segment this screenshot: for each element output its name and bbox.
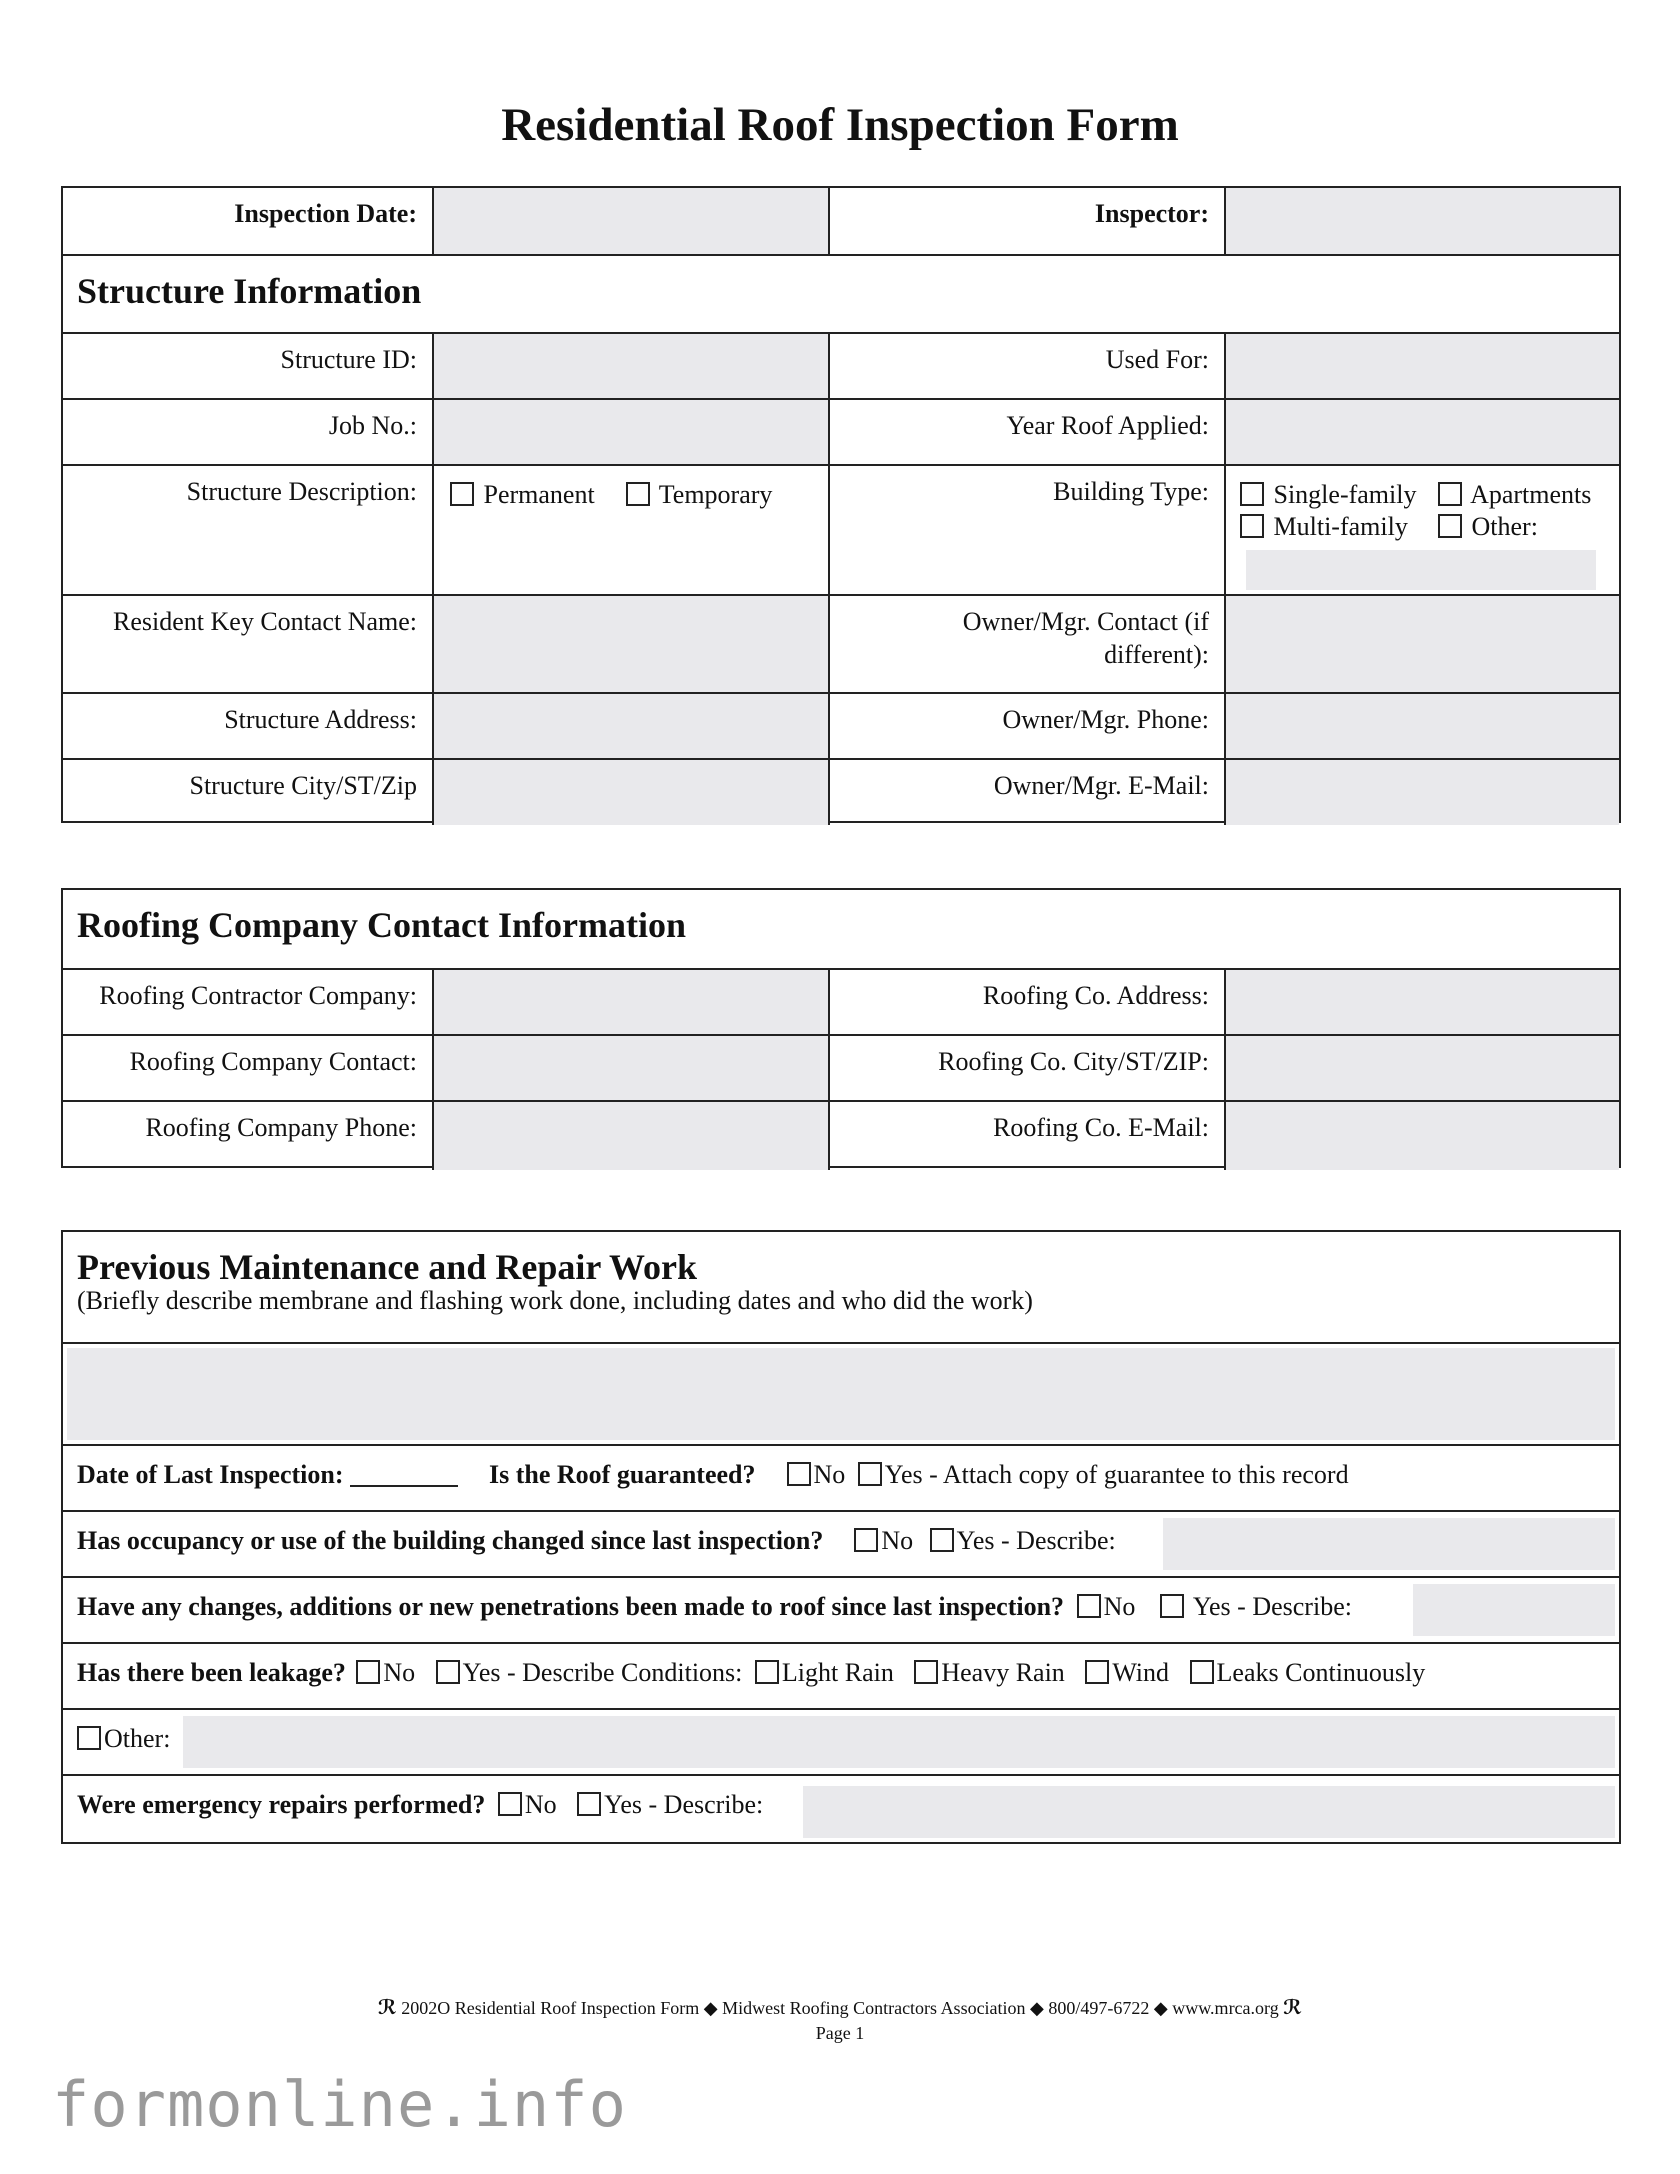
inspection-date-label: Inspection Date: (234, 199, 417, 228)
inspection-row (63, 188, 1619, 254)
owner-contact-field[interactable] (1224, 596, 1619, 692)
inspector-label: Inspector: (828, 188, 1224, 254)
contractor-label: Roofing Contractor Company: (99, 981, 417, 1010)
maintenance-description-field[interactable] (67, 1348, 1615, 1440)
co-city-field[interactable] (1224, 1036, 1619, 1100)
co-email-field[interactable] (1224, 1102, 1619, 1170)
company-row-1 (63, 968, 1619, 1034)
multi-family-label: Multi-family (1273, 512, 1408, 541)
owner-email-label: Owner/Mgr. E-Mail: (828, 760, 1224, 825)
owner-contact-label: Owner/Mgr. Contact (if different): (828, 596, 1224, 692)
maintenance-heading: Previous Maintenance and Repair Work (77, 1247, 698, 1287)
resident-contact-field[interactable] (432, 596, 828, 692)
guaranteed-no-checkbox[interactable] (787, 1462, 811, 1486)
structure-heading: Structure Information (77, 271, 422, 311)
structure-city-label: Structure City/ST/Zip (189, 771, 417, 800)
job-no-row (63, 398, 1619, 464)
inspector-field[interactable] (1224, 188, 1619, 254)
leakage-no-label: No (383, 1658, 416, 1687)
occupancy-describe-field[interactable] (1163, 1518, 1615, 1570)
last-inspection-row (63, 1444, 1619, 1510)
owner-phone-field[interactable] (1224, 694, 1619, 758)
city-row (63, 758, 1619, 825)
emergency-no-checkbox[interactable] (498, 1792, 522, 1816)
other-leak-field[interactable] (183, 1716, 1615, 1768)
temporary-checkbox[interactable] (626, 482, 650, 506)
changes-row (63, 1576, 1619, 1642)
emergency-describe-field[interactable] (803, 1786, 1615, 1838)
temporary-label: Temporary (658, 480, 773, 509)
maintenance-subheading: (Briefly describe membrane and flashing work done, including dates and who did the work) (77, 1286, 1033, 1315)
changes-yes-label: Yes - Describe: (1192, 1592, 1352, 1621)
apartments-label: Apartments (1470, 480, 1592, 509)
year-roof-field[interactable] (1224, 400, 1619, 464)
last-inspection-label: Date of Last Inspection: (77, 1460, 344, 1489)
leaks-continuously-label: Leaks Continuously (1216, 1658, 1426, 1687)
job-no-label: Job No.: (328, 411, 417, 440)
other-building-checkbox[interactable] (1438, 514, 1462, 538)
co-email-label: Roofing Co. E-Mail: (828, 1102, 1224, 1170)
other-leak-checkbox[interactable] (77, 1726, 101, 1750)
owner-email-field[interactable] (1224, 760, 1619, 825)
company-heading-row (63, 890, 1619, 968)
used-for-label: Used For: (828, 334, 1224, 398)
emergency-no-label: No (524, 1790, 557, 1819)
occupancy-question: Has occupancy or use of the building changed since last inspection? (77, 1526, 824, 1555)
changes-question: Have any changes, additions or new penetrations been made to roof since last inspection? (77, 1592, 1065, 1621)
wind-label: Wind (1112, 1658, 1170, 1687)
occupancy-yes-checkbox[interactable] (930, 1528, 954, 1552)
occupancy-no-label: No (881, 1526, 914, 1555)
changes-no-label: No (1103, 1592, 1136, 1621)
address-row (63, 692, 1619, 758)
leakage-row (63, 1642, 1619, 1708)
other-building-field[interactable] (1246, 550, 1596, 590)
footer-text: 2002O Residential Roof Inspection Form ◆ Midwest Roofing Contractors Association ◆ 800/497-6722 ◆ www.mrca.org (401, 1998, 1279, 2018)
co-city-label: Roofing Co. City/ST/ZIP: (828, 1036, 1224, 1100)
changes-yes-checkbox[interactable] (1160, 1594, 1184, 1618)
company-phone-label: Roofing Company Phone: (145, 1113, 417, 1142)
structure-id-field[interactable] (432, 334, 828, 398)
structure-id-row (63, 332, 1619, 398)
contractor-field[interactable] (432, 970, 828, 1034)
co-address-field[interactable] (1224, 970, 1619, 1034)
company-contact-field[interactable] (432, 1036, 828, 1100)
heavy-rain-label: Heavy Rain (941, 1658, 1065, 1687)
emergency-question: Were emergency repairs performed? (77, 1790, 486, 1819)
multi-family-checkbox[interactable] (1240, 514, 1264, 538)
occupancy-no-checkbox[interactable] (854, 1528, 878, 1552)
light-rain-label: Light Rain (781, 1658, 894, 1687)
building-type-options (1224, 466, 1619, 594)
watermark: formonline.info (52, 2068, 627, 2141)
owner-phone-label: Owner/Mgr. Phone: (828, 694, 1224, 758)
emergency-row (63, 1774, 1619, 1846)
structure-id-label: Structure ID: (280, 345, 417, 374)
leakage-no-checkbox[interactable] (356, 1660, 380, 1684)
leakage-yes-checkbox[interactable] (436, 1660, 460, 1684)
apartments-checkbox[interactable] (1438, 482, 1462, 506)
leakage-yes-label: Yes - Describe Conditions: (462, 1658, 743, 1687)
structure-section (61, 186, 1621, 823)
used-for-field[interactable] (1224, 334, 1619, 398)
other-leak-label: Other: (104, 1724, 171, 1753)
permanent-checkbox[interactable] (450, 482, 474, 506)
structure-address-field[interactable] (432, 694, 828, 758)
company-section (61, 888, 1621, 1168)
occupancy-yes-label: Yes - Describe: (956, 1526, 1116, 1555)
company-phone-field[interactable] (432, 1102, 828, 1170)
contact-row (63, 594, 1619, 692)
footer (0, 1994, 1680, 2045)
maintenance-description-row (63, 1342, 1619, 1444)
page-number: Page 1 (815, 2023, 865, 2043)
structure-description-options (432, 466, 828, 594)
building-type-label: Building Type: (828, 466, 1224, 594)
mrca-logo-left: ℛ (377, 1995, 397, 2019)
description-row (63, 464, 1619, 594)
last-inspection-field[interactable] (350, 1463, 458, 1487)
guaranteed-question: Is the Roof guaranteed? (489, 1460, 756, 1489)
maintenance-heading-row (63, 1232, 1619, 1342)
company-heading: Roofing Company Contact Information (77, 905, 687, 945)
company-contact-label: Roofing Company Contact: (129, 1047, 417, 1076)
changes-no-checkbox[interactable] (1077, 1594, 1101, 1618)
leaks-continuously-checkbox[interactable] (1190, 1660, 1214, 1684)
guaranteed-yes-checkbox[interactable] (858, 1462, 882, 1486)
single-family-checkbox[interactable] (1240, 482, 1264, 506)
company-row-3 (63, 1100, 1619, 1170)
maintenance-section (61, 1230, 1621, 1844)
other-row (63, 1708, 1619, 1774)
permanent-label: Permanent (483, 480, 595, 509)
structure-address-label: Structure Address: (224, 705, 417, 734)
heavy-rain-checkbox[interactable] (914, 1660, 938, 1684)
other-building-label: Other: (1471, 512, 1538, 541)
guaranteed-yes-label: Yes - Attach copy of guarantee to this record (884, 1460, 1349, 1489)
inspection-date-field[interactable] (432, 188, 828, 254)
light-rain-checkbox[interactable] (755, 1660, 779, 1684)
resident-contact-label: Resident Key Contact Name: (113, 607, 417, 636)
wind-checkbox[interactable] (1085, 1660, 1109, 1684)
year-roof-label: Year Roof Applied: (828, 400, 1224, 464)
mrca-logo-right: ℛ (1283, 1995, 1302, 2019)
emergency-yes-checkbox[interactable] (577, 1792, 601, 1816)
emergency-yes-label: Yes - Describe: (604, 1790, 764, 1819)
co-address-label: Roofing Co. Address: (828, 970, 1224, 1034)
company-row-2 (63, 1034, 1619, 1100)
structure-description-label: Structure Description: (186, 477, 417, 506)
occupancy-row (63, 1510, 1619, 1576)
changes-describe-field[interactable] (1413, 1584, 1615, 1636)
job-no-field[interactable] (432, 400, 828, 464)
structure-heading-row (63, 254, 1619, 332)
guaranteed-no-label: No (813, 1460, 846, 1489)
form-title: Residential Roof Inspection Form (501, 99, 1179, 151)
structure-city-field[interactable] (432, 760, 828, 825)
single-family-label: Single-family (1273, 480, 1417, 509)
leakage-question: Has there been leakage? (77, 1658, 346, 1687)
